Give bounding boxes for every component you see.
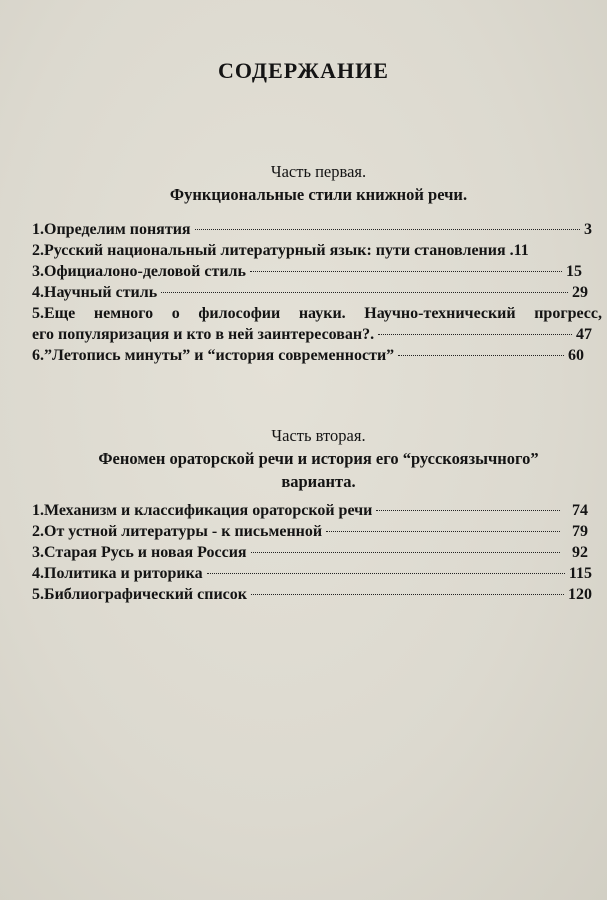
part-two-name: Часть вторая. [271, 426, 366, 445]
toc-entry-page: 79 [572, 523, 588, 540]
toc-entry-page: 92 [572, 544, 588, 561]
toc-entry [32, 261, 602, 282]
toc-entry-page: 115 [568, 565, 592, 582]
part-one-theme: Функциональные стили книжной речи. [169, 185, 468, 204]
part-one-name: Часть первая. [270, 162, 367, 181]
part-one-toc [32, 219, 602, 366]
dot-leader [195, 229, 580, 230]
toc-entry-label: 2.От устной литературы - к письменной [32, 523, 323, 540]
dot-leader [250, 271, 562, 272]
dot-leader [207, 573, 565, 574]
toc-entry [32, 219, 602, 240]
dot-leader [251, 594, 564, 595]
toc-entry-page: 60 [568, 347, 584, 364]
page-title: СОДЕРЖАНИЕ [218, 58, 389, 83]
dot-leader [326, 531, 560, 532]
toc-entry-label: 3.Официалоно-деловой стиль [32, 263, 246, 280]
toc-entry [32, 563, 602, 584]
toc-entry-label: 4.Научный стиль [32, 284, 158, 301]
part-two-theme-line1: Феномен ораторской речи и история его “русскоязычного” [98, 449, 539, 468]
toc-entry-page: 74 [572, 502, 588, 519]
dot-leader [376, 510, 560, 511]
toc-entry-continuation [32, 324, 602, 345]
toc-entry-label: 5.Библиографический список [32, 586, 247, 603]
toc-entry [32, 303, 602, 345]
toc-entry-label: 1.Механизм и классификация ораторской речи [32, 502, 373, 519]
toc-entry-label-line2: его популяризация и кто в ней заинтересован?. [32, 326, 375, 343]
toc-entry-page: 15 [566, 263, 582, 280]
toc-entry-label: 3.Старая Русь и новая Россия [32, 544, 247, 561]
toc-entry [32, 521, 602, 542]
toc-entry-page: 29 [572, 284, 588, 301]
toc-entry-label: 1.Определим понятия [32, 221, 191, 238]
part-two-theme-line2: варианта. [281, 472, 356, 491]
part-one-heading [60, 160, 577, 206]
toc-entry-page: 120 [568, 586, 592, 603]
dot-leader [378, 334, 572, 335]
toc-entry-label: 6.”Летопись минуты” и “история современности” [32, 347, 395, 364]
toc-entry-label: 2.Русский национальный литературный язык: пути становления . [32, 242, 514, 259]
dot-leader [251, 552, 560, 553]
toc-entry-page: 47 [576, 326, 592, 343]
toc-entry-page: 11 [513, 242, 529, 259]
toc-entry-label: 5.Еще немного о философии науки. Научно-технический прогресс, [32, 305, 602, 322]
toc-entry [32, 240, 602, 261]
toc-entry-label: 4.Политика и риторика [32, 565, 203, 582]
toc-entry [32, 542, 602, 563]
toc-entry [32, 500, 602, 521]
toc-entry [32, 282, 602, 303]
dot-leader [398, 355, 564, 356]
part-two-heading [60, 424, 577, 493]
toc-entry-page: 3 [584, 221, 592, 238]
dot-leader [161, 292, 568, 293]
part-two-toc [32, 500, 602, 605]
toc-entry [32, 584, 602, 605]
toc-entry [32, 345, 602, 366]
